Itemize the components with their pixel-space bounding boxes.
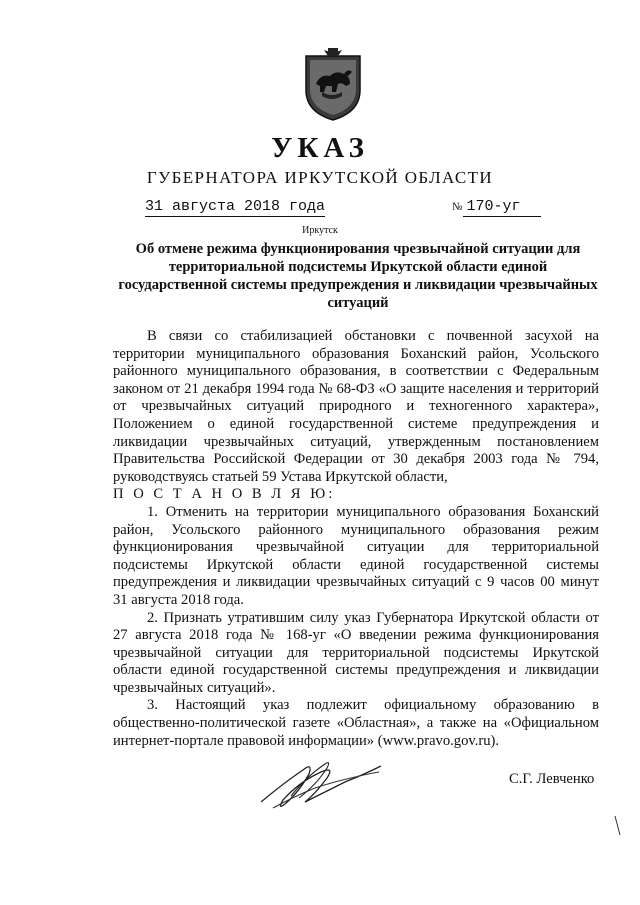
decree-item-1: 1. Отменить на территории муниципального образования Боханский район, Усольского районного муниципального образования режим функционирования чрезвычайной ситуации для территориальной подсистемы Иркутской области единой государственной системы предупреждения и ликвидации чрезвычайных ситуаций с 9 часов 00 минут 31 августа 2018 года. (113, 503, 599, 608)
decree-number-block (452, 198, 541, 215)
decree-date: 31 августа 2018 года (145, 198, 326, 215)
preamble-paragraph: В связи со стабилизацией обстановки с почвенной засухой на территории муниципального образования Боханский район, Усольского районного муниципального образования, в соответствии с Федеральным законом от 21 декабря 1994 года № 68-ФЗ «О защите населения и территорий от чрезвычайных ситуаций природного и техногенного характера», Положением о единой государственной системе предупреждения и ликвидации чрезвычайных ситуаций, утвержденным постановлением Правительства Российской Федерации от 30 декабря 2003 года № 794, руководствуясь статьей 59 Устава Иркутской области, (113, 328, 599, 485)
margin-mark-icon (614, 815, 622, 837)
signer-name: С.Г. Левченко (509, 771, 595, 787)
document-subtitle: ГУБЕРНАТОРА ИРКУТСКОЙ ОБЛАСТИ (146, 168, 494, 187)
decree-item-2: 2. Признать утратившим силу указ Губернатора Иркутской области от 27 августа 2018 года № 168-уг «О введении режима функционирования чрезвычайной ситуации для территориальной подсистемы Иркутской области единой государственной системы предупреждения и ликвидации чрезвычайных ситуаций». (113, 609, 599, 696)
decree-heading: Об отмене режима функционирования чрезвычайной ситуации для территориальной подсистемы Иркутской области единой государственной системы предупреждения и ликвидации чрезвычайных ситуаций (118, 241, 598, 311)
handwritten-signature-icon (255, 752, 385, 816)
decree-number: 170-уг (463, 198, 541, 217)
number-sign: № (452, 201, 463, 213)
coat-of-arms-icon (302, 46, 364, 122)
decree-word: П О С Т А Н О В Л Я Ю: (113, 486, 336, 503)
decree-city: Иркутск (302, 225, 338, 236)
decree-item-3: 3. Настоящий указ подлежит официальному образованию в общественно-политической газете «Областная», а также на «Официальном интернет-портале правовой информации» (www.pravo.gov.ru). (113, 697, 599, 749)
document-title: УКАЗ (271, 132, 369, 164)
decree-body (113, 328, 599, 750)
